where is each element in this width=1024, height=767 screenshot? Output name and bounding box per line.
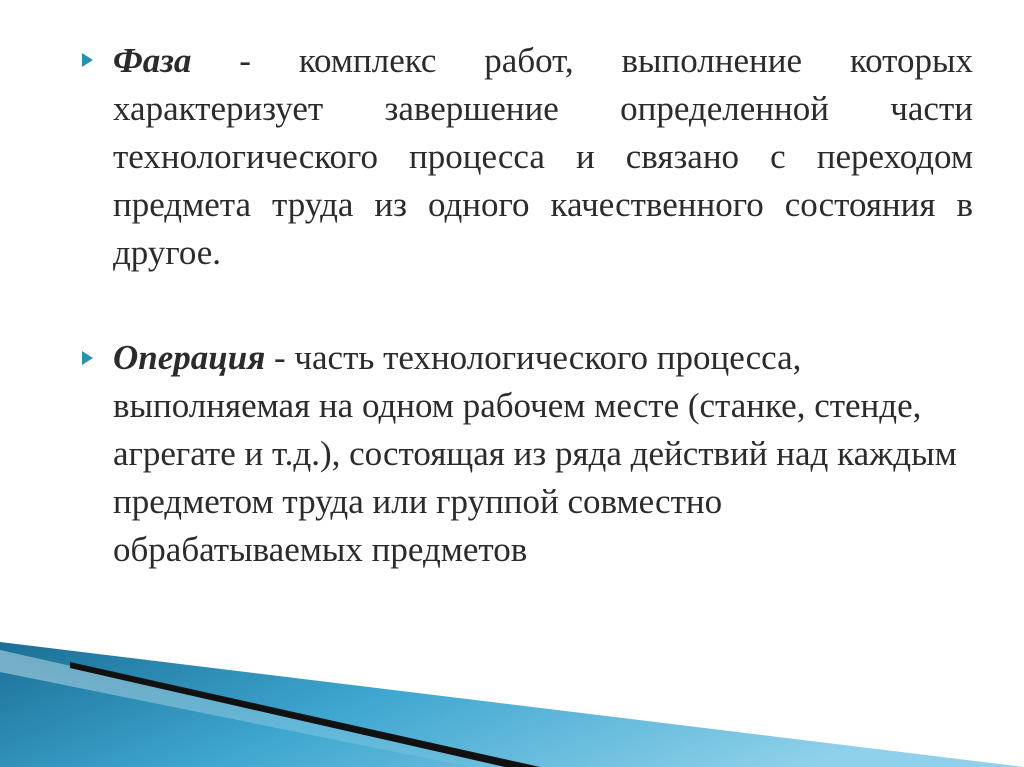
definition-phase-text: - комплекс работ, выполнение которых характеризует завершение определенной части технологического процесса и связано с переходом предмета труда из одного качественного состояния в другое. xyxy=(113,41,973,272)
term-phase: Фаза xyxy=(113,41,192,80)
definition-operation xyxy=(113,334,973,574)
decorative-light-streak xyxy=(0,650,520,767)
definition-operation-text: - часть технологического процесса, выполняемая на одном рабочем месте (станке, стенде, агрегате и т.д.), состоящая из ряда действий над каждым предметом труда или группой совместно обрабатываемых предметов xyxy=(113,338,957,569)
definition-phase xyxy=(113,37,973,277)
decorative-bottom-band xyxy=(0,642,1024,767)
term-operation: Операция xyxy=(113,338,266,377)
decorative-blue-band xyxy=(0,642,1024,767)
bullet-arrow-icon xyxy=(82,53,93,67)
bullet-arrow-icon xyxy=(82,351,93,365)
decorative-black-stripe xyxy=(70,662,540,767)
